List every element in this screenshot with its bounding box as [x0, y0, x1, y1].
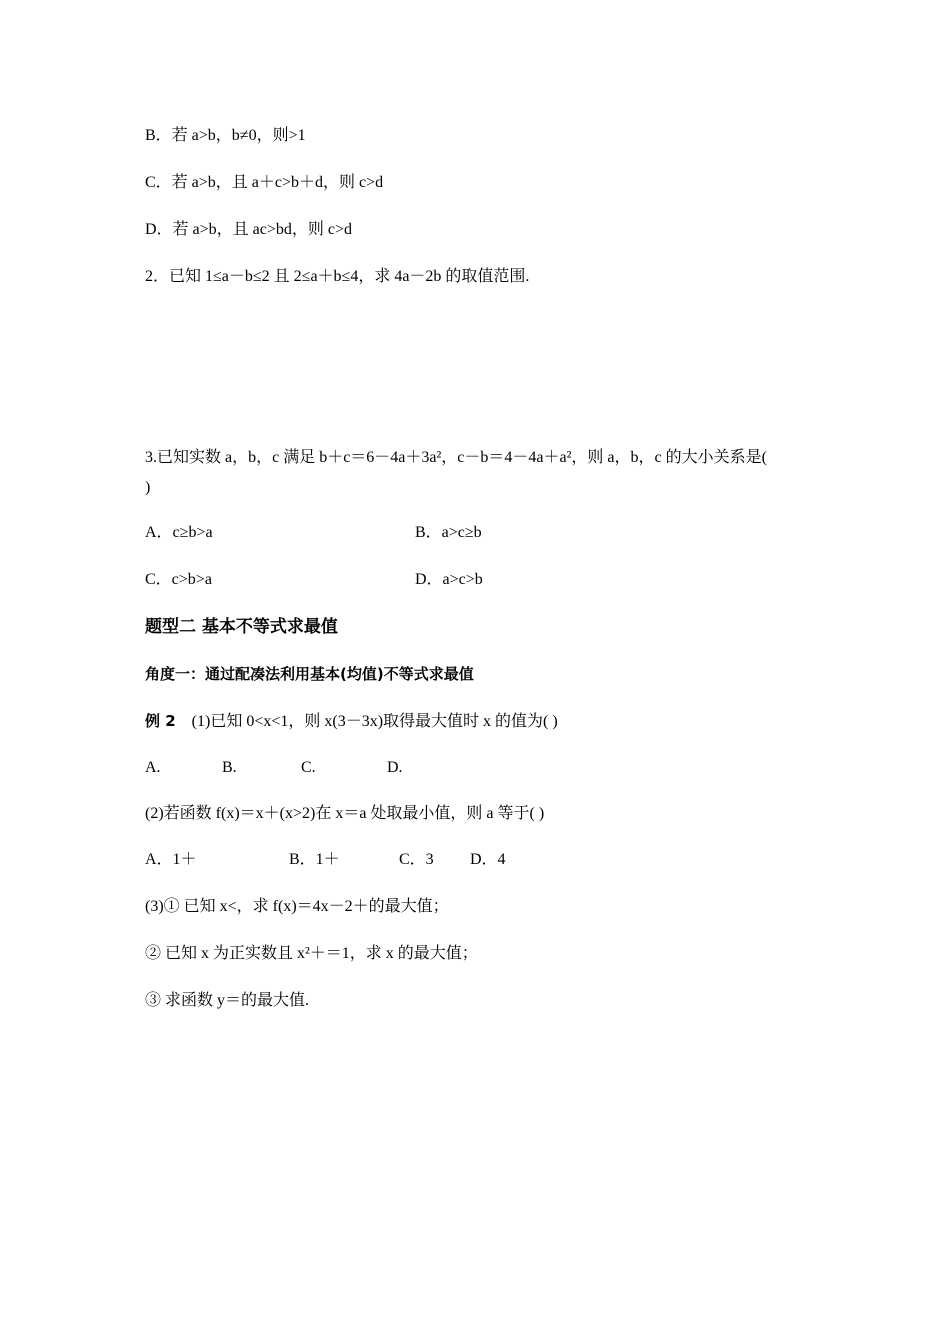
- example-2-part-3-3: ③ 求函数 y＝的最大值.: [145, 992, 310, 1009]
- q3-option-a: A．c≥b>a: [145, 524, 213, 541]
- example-2-part-3-1: (3)① 已知 x<，求 f(x)＝4x－2＋的最大值；: [145, 898, 449, 915]
- example-2-part-1-text: (1)已知 0<x<1，则 x(3－3x)取得最大值时 x 的值为( ): [191, 713, 558, 730]
- question-3-stem-close: ): [145, 479, 151, 496]
- ex2-p1-option-d: D.: [387, 759, 403, 776]
- example-2-part-1: [145, 711, 558, 732]
- example-2-part-2: (2)若函数 f(x)＝x＋(x>2)在 x＝a 处取最小值，则 a 等于( ): [145, 805, 545, 822]
- q3-option-d: D．a>c>b: [415, 571, 483, 588]
- ex2-p1-option-a: A.: [145, 759, 161, 776]
- q1-option-c: C．若 a>b，且 a＋c>b＋d，则 c>d: [145, 174, 384, 191]
- ex2-p2-option-a: A．1＋: [145, 851, 197, 868]
- q3-option-b: B．a>c≥b: [415, 524, 482, 541]
- example-label: 例 2: [145, 712, 176, 730]
- q1-option-d: D．若 a>b，且 ac>bd，则 c>d: [145, 221, 353, 238]
- question-2: 2．已知 1≤a－b≤2 且 2≤a＋b≤4，求 4a－2b 的取值范围.: [145, 268, 530, 285]
- section-title: 题型二 基本不等式求最值: [145, 617, 338, 637]
- ex2-p2-option-c: C．3: [399, 851, 434, 868]
- ex2-p1-option-b: B.: [222, 759, 237, 776]
- q1-option-b: B．若 a>b，b≠0，则>1: [145, 127, 306, 144]
- q3-option-c: C．c>b>a: [145, 571, 212, 588]
- ex2-p1-option-c: C.: [301, 759, 316, 776]
- ex2-p2-option-b: B．1＋: [289, 851, 340, 868]
- ex2-p2-option-d: D．4: [470, 851, 506, 868]
- angle-title: 角度一：通过配凑法利用基本(均值)不等式求最值: [145, 665, 474, 683]
- question-3-stem: 3.已知实数 a，b，c 满足 b＋c＝6－4a＋3a²，c－b＝4－4a＋a²，则 a，b，c 的大小关系是(: [145, 449, 767, 466]
- example-2-part-3-2: ② 已知 x 为正实数且 x²＋＝1，求 x 的最大值；: [145, 945, 478, 962]
